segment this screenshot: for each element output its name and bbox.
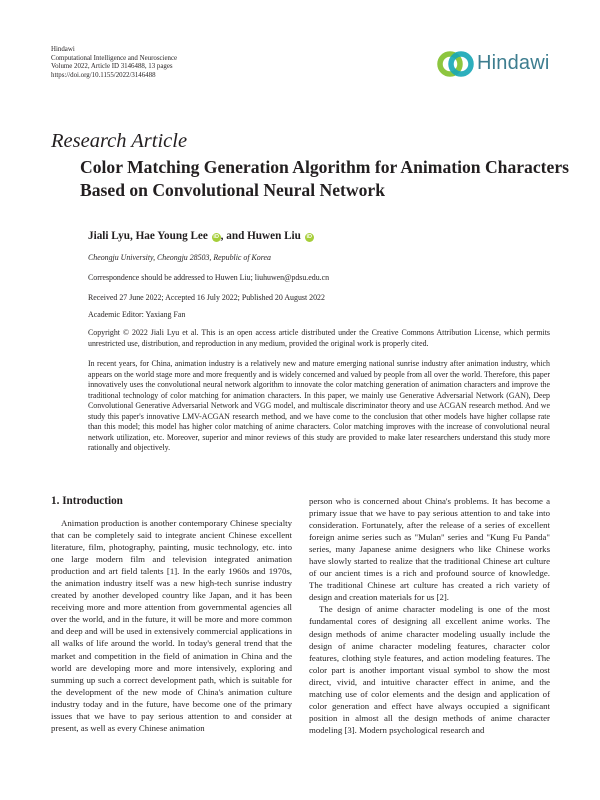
logo-text: Hindawi	[477, 52, 550, 74]
hindawi-logo-icon	[437, 47, 475, 81]
orcid-icon[interactable]: iD	[213, 234, 219, 240]
hindawi-logo	[437, 47, 562, 81]
body-column-right	[309, 495, 550, 736]
journal-name: Computational Intelligence and Neuroscience	[51, 54, 178, 62]
orcid-icon[interactable]: iD	[306, 234, 312, 240]
body-column-left	[51, 517, 292, 734]
publication-dates: Received 27 June 2022; Accepted 16 July 2022; Published 20 August 2022	[88, 293, 325, 302]
paragraph: The design of anime character modeling is one of the most fundamental cores of designing all excellent anime works. The design methods of anime character modeling usually include the design of anime character modeling features, character color features, clothing style features, and action modeling features. The color part is another important visual symbol to show the most direct, vivid, and intuitive character effect in anime, and the matching use of color elements and the design and application of color generation and effect have always occupied a significant position in almost all the design methods of anime character modeling [3]. Modern psychological research and	[309, 604, 550, 735]
publisher-name: Hindawi	[51, 46, 75, 53]
author-names-last: , and Huwen Liu	[220, 230, 301, 242]
paragraph: person who is concerned about China's problems. It has become a primary issue that we have to pay serious attention to and take into consideration. Fortunately, after the release of a series of excellent foreign anime series such as "Mulan" series and "Kung Fu Panda" series, many Japanese anime designers who like Chinese works have slowly started to realize that the traditional Chinese art culture of our ancient times is a rich and profound source of knowledge. The traditional Chinese art culture has created a rich variety of design and creation materials for us [2].	[309, 496, 550, 603]
journal-header	[51, 46, 177, 80]
copyright-notice: Copyright © 2022 Jiali Lyu et al. This is an open access article distributed under the Creative Commons Attribution License, which permits unrestricted use, distribution, and reproduction in any medium, provided the original work is properly cited.	[88, 328, 550, 348]
doi-link[interactable]: https://doi.org/10.1155/2022/3146488	[51, 71, 156, 79]
author-list	[88, 230, 314, 242]
affiliation: Cheongju University, Cheongju 28503, Republic of Korea	[88, 253, 271, 262]
section-heading: 1. Introduction	[51, 495, 123, 507]
author-names-first: Jiali Lyu, Hae Young Lee	[88, 230, 208, 242]
abstract: In recent years, for China, animation industry is a relatively new and mature emerging national sunrise industry after animation industry, which appears on the world stage more and more frequently and is widely concerned and valued by people from all over the world. Therefore, this paper innovatively uses the convolutional neural network algorithm to innovate the color matching generation of animation characters and improve the traditional technology of color matching for animation characters. In this paper, we mainly use Generative Adversarial Network (GAN), Deep Convolutional Generative Adversarial Network and VGG model, and multiscale discriminator theory and use ACGAN research method. And we study this paper's innovative LMV-ACGAN research method, and we have come to the conclusion that other models have higher collapse rate than this model; this model has higher color matching of anime characters. Color matching improves with the increase of convolutional neural network utilization, etc. Moreover, superior and minor reviews of this study are provided to make later researchers understand this study more rationally and objectively.	[88, 359, 550, 452]
correspondence: Correspondence should be addressed to Huwen Liu; liuhuwen@pdsu.edu.cn	[88, 273, 330, 282]
article-type: Research Article	[51, 130, 188, 152]
academic-editor: Academic Editor: Yaxiang Fan	[88, 310, 186, 319]
volume-info: Volume 2022, Article ID 3146488, 13 pages	[51, 63, 173, 71]
article-title: Color Matching Generation Algorithm for Animation Characters Based on Convolutional Neural Network	[80, 157, 569, 200]
paragraph: Animation production is another contemporary Chinese specialty that can be completely said to integrate ancient Chinese excellent literature, film, photography, painting, music technology, etc. into one large modern film and television integrated animation production and art field talents [1]. In the early 1960s and 1970s, the animation industry itself was a new high-tech sunrise industry created by another developed country like Japan, and it has been receiving more and more attention from governmental agencies all over the world, and in the future, it will be more and more common and deep and will be used in extensively commercial applications in all walks of life around the world. In today's general trend that the market and competition in the field of animation in China and the world are developing more and more intensively, exploring and summing up such a correct development path, which is suitable for the development of the new mode of China's animation culture industry today and in the future, have become one of the primary issues that we have to pay serious attention to and consider at present, as well as every Chinese animation	[51, 518, 292, 733]
